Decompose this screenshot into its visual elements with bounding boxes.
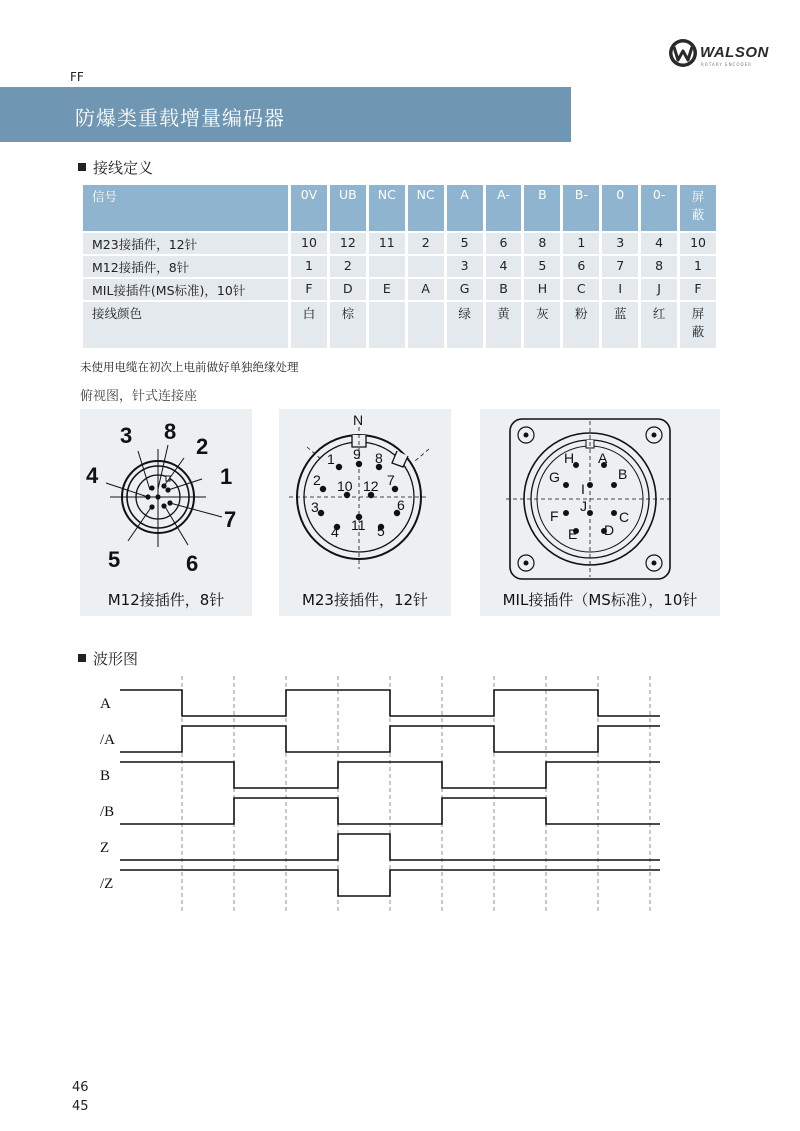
m23-pin-label: 7 bbox=[387, 472, 395, 488]
table-cell: 10 bbox=[680, 233, 716, 254]
table-cell bbox=[369, 256, 405, 277]
table-cell: 4 bbox=[641, 233, 677, 254]
table-cell bbox=[408, 302, 444, 348]
m12-pin-label: 3 bbox=[120, 423, 133, 448]
row-label: MIL接插件(MS标准)，10针 bbox=[83, 279, 288, 300]
table-cell: 2 bbox=[330, 256, 366, 277]
signal-trace bbox=[120, 690, 660, 716]
m12-pin-label: 4 bbox=[86, 463, 99, 488]
table-cell: 11 bbox=[369, 233, 405, 254]
brand-tagline: ROTARY ENCODER bbox=[701, 62, 752, 67]
mil-pin-label: F bbox=[550, 508, 559, 524]
table-cell: 4 bbox=[486, 256, 522, 277]
table-cell: UB bbox=[330, 185, 366, 231]
table-cell: 6 bbox=[486, 233, 522, 254]
page-title: 防爆类重载增量编码器 bbox=[75, 106, 285, 130]
walson-logo-icon bbox=[668, 38, 698, 68]
m23-connector-diagram bbox=[279, 409, 451, 589]
table-cell: J bbox=[641, 279, 677, 300]
mil-caption: MIL接插件（MS标准），10针 bbox=[502, 591, 698, 609]
table-cell: A bbox=[447, 185, 483, 231]
table-cell: 12 bbox=[330, 233, 366, 254]
m23-pin-label: 10 bbox=[337, 478, 353, 494]
signal-label: /A bbox=[100, 732, 115, 748]
signal-label: /B bbox=[100, 804, 115, 820]
mil-pin-label: D bbox=[604, 522, 615, 538]
m12-connector-diagram bbox=[80, 409, 252, 589]
m23-pin-label: 3 bbox=[311, 499, 319, 515]
m23-pin-label: 4 bbox=[331, 524, 339, 540]
m23-pin-label: 11 bbox=[351, 517, 366, 533]
table-cell: 屏 蔽 bbox=[680, 185, 716, 231]
table-cell: A- bbox=[486, 185, 522, 231]
table-cell: 5 bbox=[447, 233, 483, 254]
m23-pin-label: 6 bbox=[397, 497, 405, 513]
table-cell: 8 bbox=[524, 233, 560, 254]
m12-pin-label: 2 bbox=[196, 434, 209, 459]
table-row bbox=[83, 302, 716, 348]
connector-view-title: 俯视图，针式连接座 bbox=[80, 389, 198, 404]
signal-trace bbox=[120, 834, 660, 860]
table-cell: 粉 bbox=[563, 302, 599, 348]
mil-connector-panel bbox=[480, 409, 720, 616]
table-cell: NC bbox=[369, 185, 405, 231]
table-cell: 1 bbox=[291, 256, 327, 277]
waveform-diagram bbox=[80, 672, 660, 924]
table-cell: 6 bbox=[563, 256, 599, 277]
table-cell: 蓝 bbox=[602, 302, 638, 348]
table-cell: 灰 bbox=[524, 302, 560, 348]
m23-pin-label: 12 bbox=[363, 478, 379, 494]
brand-logo bbox=[668, 38, 768, 72]
table-cell: C bbox=[563, 279, 599, 300]
table-row bbox=[83, 279, 716, 300]
mil-connector-diagram bbox=[480, 409, 720, 589]
table-cell: 黄 bbox=[486, 302, 522, 348]
wiring-heading: 接线定义 bbox=[78, 157, 153, 178]
table-cell: B- bbox=[563, 185, 599, 231]
row-label: 信号 bbox=[83, 185, 288, 231]
table-cell: 0- bbox=[641, 185, 677, 231]
table-cell: D bbox=[330, 279, 366, 300]
table-cell: 1 bbox=[680, 256, 716, 277]
wiring-note: 未使用电缆在初次上电前做好单独绝缘处理 bbox=[80, 360, 299, 374]
m23-key-label: N bbox=[353, 412, 364, 428]
table-header-row bbox=[83, 185, 716, 231]
bullet-square-icon bbox=[78, 654, 86, 662]
m12-pin-label: 8 bbox=[164, 419, 177, 444]
mil-pin-label: A bbox=[598, 450, 608, 466]
row-label: M12接插件，8针 bbox=[83, 256, 288, 277]
table-cell: H bbox=[524, 279, 560, 300]
m12-caption: M12接插件，8针 bbox=[107, 591, 225, 609]
waveform-heading: 波形图 bbox=[78, 648, 138, 669]
table-cell: 10 bbox=[291, 233, 327, 254]
table-cell: 绿 bbox=[447, 302, 483, 348]
table-cell: 屏 蔽 bbox=[680, 302, 716, 348]
m23-pin-label: 2 bbox=[313, 472, 321, 488]
mil-pin-label: C bbox=[619, 509, 630, 525]
signal-label: /Z bbox=[100, 876, 114, 892]
m12-pin-label: 1 bbox=[220, 464, 233, 489]
mil-pin-label: B bbox=[618, 466, 628, 482]
m12-pin-label: 7 bbox=[224, 507, 237, 532]
table-cell: 5 bbox=[524, 256, 560, 277]
table-cell: G bbox=[447, 279, 483, 300]
mil-pin-label: G bbox=[549, 469, 560, 485]
m12-connector-panel bbox=[80, 409, 252, 616]
m23-pin-label: 5 bbox=[377, 523, 385, 539]
signal-trace bbox=[120, 726, 660, 752]
table-cell: 3 bbox=[447, 256, 483, 277]
page-number-right: 45 bbox=[72, 1099, 89, 1114]
table-row bbox=[83, 256, 716, 277]
mil-pin-label: J bbox=[580, 498, 587, 514]
series-code: FF bbox=[70, 70, 84, 84]
table-cell: F bbox=[680, 279, 716, 300]
m23-connector-panel bbox=[279, 409, 451, 616]
table-cell: E bbox=[369, 279, 405, 300]
mil-pin-label: H bbox=[564, 450, 575, 466]
table-cell bbox=[369, 302, 405, 348]
m23-pin-label: 1 bbox=[327, 451, 335, 467]
signal-label: Z bbox=[100, 840, 110, 856]
wiring-table bbox=[80, 183, 719, 350]
table-cell: NC bbox=[408, 185, 444, 231]
m23-pin-label: 9 bbox=[353, 446, 361, 462]
table-cell: F bbox=[291, 279, 327, 300]
mil-pin-label: I bbox=[581, 481, 585, 497]
row-label: 接线颜色 bbox=[83, 302, 288, 348]
table-cell: 3 bbox=[602, 233, 638, 254]
m23-pin-label: 8 bbox=[375, 450, 383, 466]
table-cell: 2 bbox=[408, 233, 444, 254]
table-cell: 1 bbox=[563, 233, 599, 254]
signal-label: B bbox=[100, 768, 111, 784]
m12-pin-label: 5 bbox=[108, 547, 121, 572]
mil-pin-label: E bbox=[568, 526, 578, 542]
row-label: M23接插件，12针 bbox=[83, 233, 288, 254]
table-cell: 7 bbox=[602, 256, 638, 277]
signal-trace bbox=[120, 870, 660, 896]
table-cell: 8 bbox=[641, 256, 677, 277]
table-cell: 白 bbox=[291, 302, 327, 348]
table-cell: 0 bbox=[602, 185, 638, 231]
table-cell: 0V bbox=[291, 185, 327, 231]
table-cell bbox=[408, 256, 444, 277]
table-cell: 棕 bbox=[330, 302, 366, 348]
signal-label: A bbox=[100, 696, 111, 712]
table-cell: 红 bbox=[641, 302, 677, 348]
table-cell: I bbox=[602, 279, 638, 300]
table-cell: B bbox=[524, 185, 560, 231]
table-cell: A bbox=[408, 279, 444, 300]
table-row bbox=[83, 233, 716, 254]
table-cell: B bbox=[486, 279, 522, 300]
m23-caption: M23接插件，12针 bbox=[301, 591, 429, 609]
bullet-square-icon bbox=[78, 163, 86, 171]
brand-name: WALSON bbox=[700, 44, 769, 61]
page-number-left: 46 bbox=[72, 1080, 89, 1095]
m12-pin-label: 6 bbox=[186, 551, 199, 576]
